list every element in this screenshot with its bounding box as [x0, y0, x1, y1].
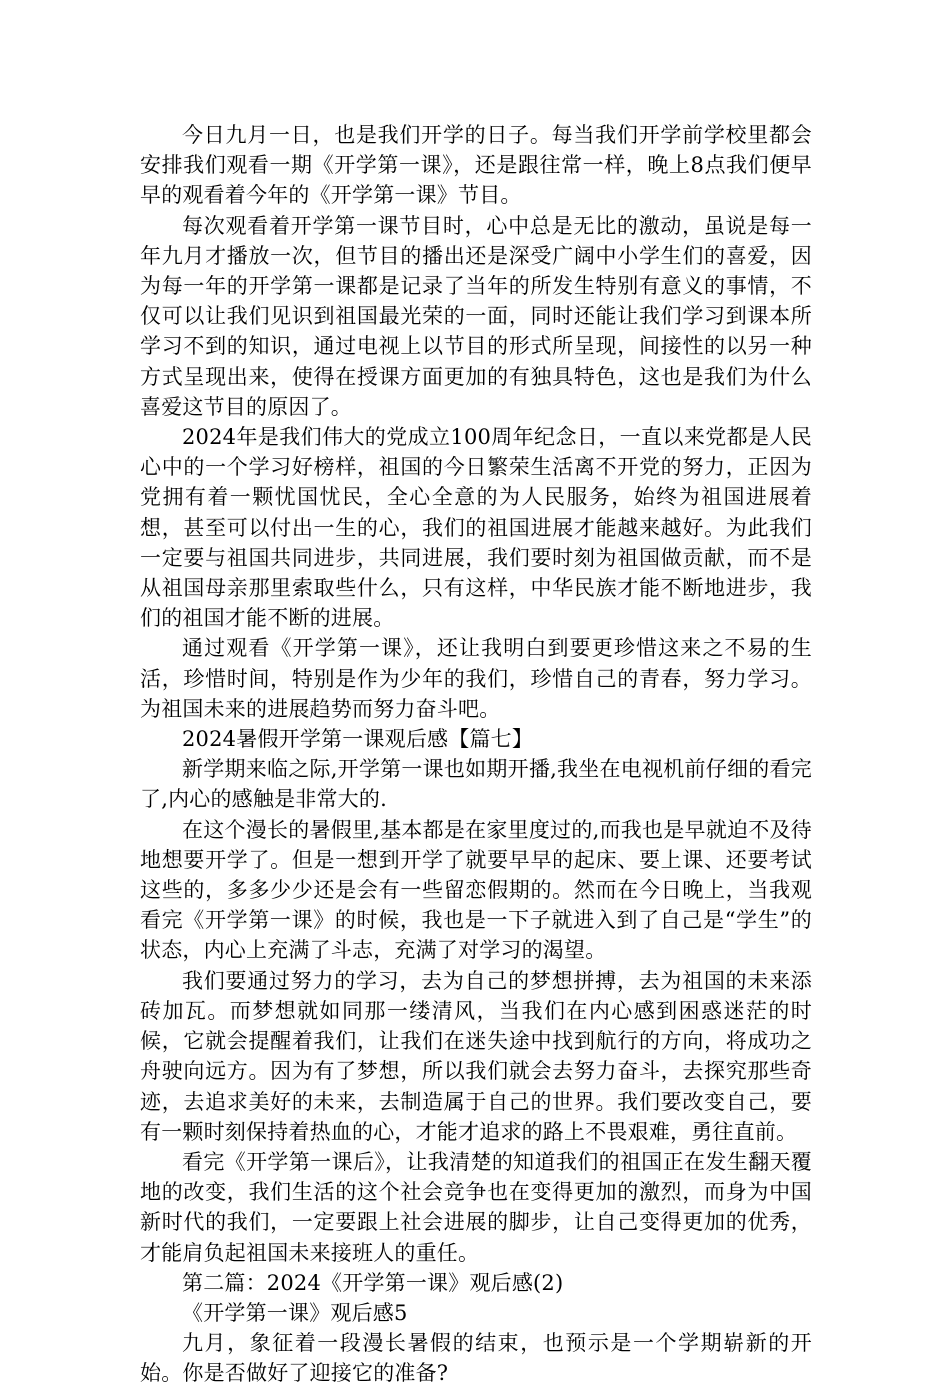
- document-body: [140, 120, 812, 1389]
- paragraph-9: 九月，象征着一段漫长暑假的结束，也预示是一个学期崭新的开始。你是否做好了迎接它的准备?: [140, 1331, 812, 1386]
- paragraph-2: 每次观看着开学第一课节目时，心中总是无比的激动，虽说是每一年九月才播放一次，但节目的播出还是深受广阔中小学生们的喜爱，因为每一年的开学第一课都是记录了当年的所发生特别有意义的事情，不仅可以让我们见识到祖国最光荣的一面，同时还能让我们学习到课本所学习不到的知识，通过电视上以节目的形式所呈现，间接性的以另一种方式呈现出来，使得在授课方面更加的有独具特色，这也是我们为什么喜爱这节目的原因了。: [140, 213, 812, 419]
- paragraph-4: 通过观看《开学第一课》，还让我明白到要更珍惜这来之不易的生活，珍惜时间，特别是作为少年的我们，珍惜自己的青春，努力学习。为祖国未来的进展趋势而努力奋斗吧。: [140, 636, 812, 721]
- paragraph-7: 我们要通过努力的学习，去为自己的梦想拼搏，去为祖国的未来添砖加瓦。而梦想就如同那一缕清风，当我们在内心感到困惑迷茫的时候，它就会提醒着我们，让我们在迷失途中找到航行的方向，将成功之舟驶向远方。因为有了梦想，所以我们就会去努力奋斗，去探究那些奇迹，去追求美好的未来，去制造属于自己的世界。我们要改变自己，要有一颗时刻保持着热血的心，才能才追求的路上不畏艰难，勇往直前。: [140, 968, 812, 1144]
- section-heading-part-seven: 2024暑假开学第一课观后感【篇七】: [182, 727, 534, 752]
- paragraph-8: 看完《开学第一课后》，让我清楚的知道我们的祖国正在发生翻天覆地的改变，我们生活的这个社会竞争也在变得更加的激烈，而身为中国新时代的我们，一定要跟上社会进展的脚步，让自己变得更加的优秀，才能肩负起祖国未来接班人的重任。: [140, 1149, 812, 1265]
- paragraph-3: 2024年是我们伟大的党成立100周年纪念日，一直以来党都是人民心中的一个学习好榜样，祖国的今日繁荣生活离不开党的努力，正因为党拥有着一颗忧国忧民，全心全意的为人民服务，始终为祖国进展着想，甚至可以付出一生的心，我们的祖国进展才能越来越好。为此我们一定要与祖国共同进步，共同进展，我们要时刻为祖国做贡献，而不是从祖国母亲那里索取些什么，只有这样，中华民族才能不断地进步，我们的祖国才能不断的进展。: [140, 425, 812, 631]
- section-heading-part-two: 第二篇：2024《开学第一课》观后感(2): [182, 1270, 564, 1295]
- paragraph-1: 今日九月一日，也是我们开学的日子。每当我们开学前学校里都会安排我们观看一期《开学第一课》，还是跟往常一样，晚上8点我们便早早的观看着今年的《开学第一课》节目。: [140, 123, 812, 208]
- paragraph-6: 在这个漫长的暑假里,基本都是在家里度过的,而我也是早就迫不及待地想要开学了。但是一想到开学了就要早早的起床、要上课、还要考试这些的，多多少少还是会有一些留恋假期的。然而在今日晚上，当我观看完《开学第一课》的时候，我也是一下子就进入到了自己是“学生”的状态，内心上充满了斗志，充满了对学习的渴望。: [140, 817, 812, 963]
- paragraph-5: 新学期来临之际,开学第一课也如期开播,我坐在电视机前仔细的看完了,内心的感触是非常大的.: [140, 757, 812, 812]
- subheading-review-5: 《开学第一课》观后感5: [182, 1300, 408, 1325]
